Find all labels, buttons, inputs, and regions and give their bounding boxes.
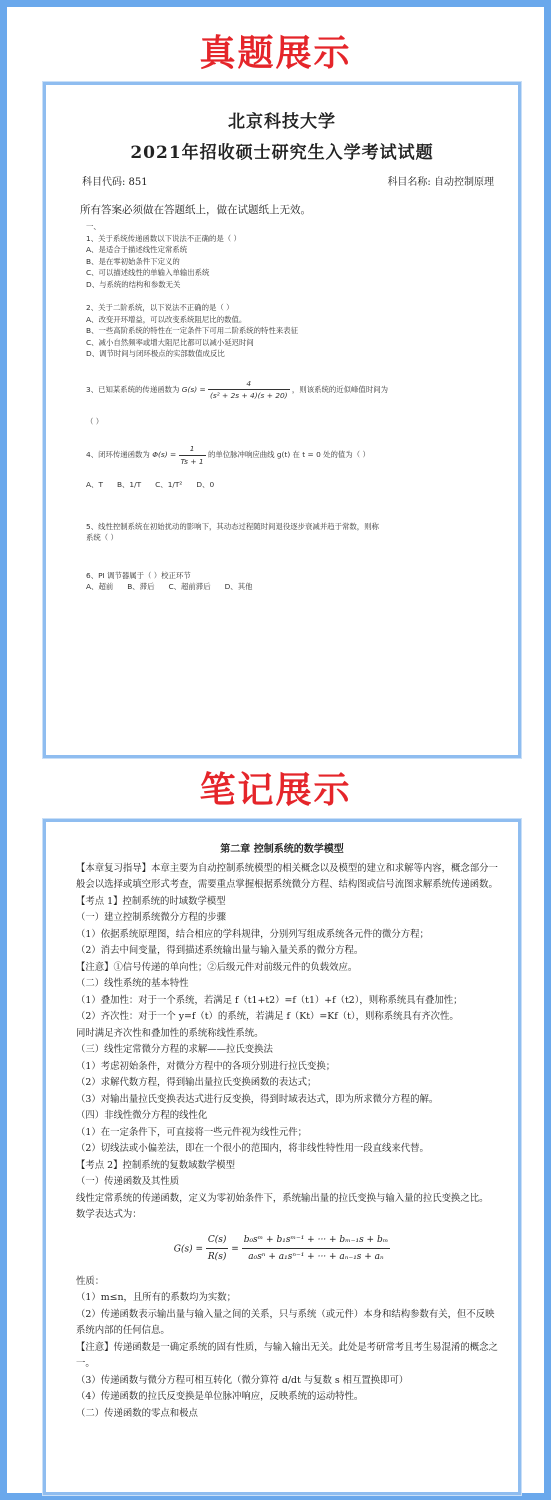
notes-banner: 笔记展示 (199, 770, 352, 811)
q3-blank: （ ） (86, 416, 104, 426)
notes-paragraph: 【注意】传递函数是一确定系统的固有性质，与输入输出无关。此处是考研常考且考生易混淆的概念之一。 (76, 1341, 498, 1369)
formula-ratio-num: C(s) (206, 1232, 229, 1250)
notes-paragraph: 数学表达式为： (76, 1209, 142, 1220)
exam-notice: 所有答案必须做在答题纸上，做在试题纸上无效。 (80, 204, 311, 216)
university-name: 北京科技大学 (228, 112, 336, 132)
notes-paragraph: 【考点 1】控制系统的时域数学模型 (76, 895, 226, 907)
q3-post: ，则该系统的近似峰值时间为 (291, 384, 388, 394)
notes-paragraph: （4）传递函数的拉氏反变换是单位脉冲响应，反映系统的运动特性。 (76, 1391, 364, 1402)
notes-paragraph: 性质： (76, 1275, 105, 1287)
formula-numerator: b₀sᵐ + b₁sᵐ⁻¹ + ··· + bₘ₋₁s + bₘ (242, 1232, 391, 1250)
notes-paragraph: （2）求解代数方程，得到输出量拉氏变换函数的表达式； (76, 1077, 317, 1088)
notes-paragraph: 【本章复习指导】本章主要为自动控制系统模型的相关概念以及模型的建立和求解等内容，概念部分一般会以选择或填空形式考查，需要重点掌握根据系统微分方程、结构图或信号流图求解系统传递函数。 (76, 862, 498, 890)
formula-ratio-den: R(s) (207, 1252, 227, 1262)
exam-banner: 真题展示 (199, 33, 352, 74)
q1-option: C、可以描述线性的单输入单输出系统 (86, 268, 210, 277)
notes-paragraph: （二）线性系统的基本特性 (76, 978, 189, 989)
exam-meta (52, 173, 512, 188)
question-6 (52, 570, 512, 593)
q2-stem: 2、关于二阶系统，以下说法不正确的是（ ） (86, 303, 234, 312)
notes-title: 第二章 控制系统的数学模型 (220, 844, 344, 855)
notes-paragraph: （1）m≤n，且所有的系数均为实数； (76, 1292, 236, 1303)
notes-paragraph: （1）叠加性：对于一个系统，若满足 f（t1+t2）=f（t1）+f（t2），则称系统具有叠加性； (76, 994, 463, 1006)
transfer-function-formula (64, 1232, 500, 1266)
q4-option: A、T (86, 480, 103, 489)
q2-option: B、一些高阶系统的特性在一定条件下可用二阶系统的特性来表征 (86, 326, 299, 335)
q2-option: A、改变开环增益，可以改变系统阻尼比的数值。 (86, 314, 247, 324)
q6-stem: 6、PI 调节器属于（ ）校正环节 (86, 570, 191, 580)
q4-options (86, 479, 512, 491)
notes-page (43, 819, 521, 1495)
q6-options (86, 581, 512, 593)
notes-paragraph: （1）在一定条件下，可直接将一些元件视为线性元件； (76, 1126, 307, 1138)
q4-numerator: 1 (179, 443, 206, 456)
subject-code: 科目代码: 851 (82, 177, 148, 188)
notes-paragraph: （3）传递函数与微分方程可相互转化（微分算符 d/dt 与复数 s 相互置换即可） (76, 1374, 409, 1386)
notes-paragraph: （3）对输出量拉氏变换表达式进行反变换，得到时域表达式，即为所求微分方程的解。 (76, 1093, 439, 1105)
notes-paragraph: （1）考虑初始条件，对微分方程中的各项分别进行拉氏变换； (76, 1060, 336, 1072)
q1-stem: 1、关于系统传递函数以下说法不正确的是（ ） (86, 233, 241, 243)
notes-paragraph: （三）线性定常微分方程的求解——拉氏变换法 (76, 1044, 273, 1055)
q1-option: B、是在零初始条件下定义的 (86, 256, 180, 266)
q3-denominator: (s² + 2s + 4)(s + 20) (210, 391, 288, 400)
notes-paragraph: （2）切线法或小偏差法，即在一个很小的范围内，将非线性特性用一段直线来代替。 (76, 1143, 429, 1154)
notes-paragraph: （二）传递函数的零点和极点 (76, 1407, 198, 1419)
q4-denominator: Ts + 1 (180, 456, 204, 466)
q6-option: C、超前滞后 (168, 582, 211, 591)
notes-paragraph: （2）齐次性：对于一个 y=f（t）的系统，若满足 f（Kt）=Kf（t），则称系统具有齐次性。 (76, 1011, 459, 1022)
q2-option: D、调节时间与闭环极点的实部数值成反比 (86, 349, 225, 358)
q4-fraction (179, 443, 206, 467)
formula-equals: = (231, 1244, 239, 1254)
subject-name: 科目名称: 自动控制原理 (387, 177, 494, 188)
notes-paragraph: 【注意】①信号传递的单向性；②后级元件对前级元件的负载效应。 (76, 961, 358, 973)
question-2 (52, 302, 512, 360)
formula-ratio (206, 1232, 229, 1266)
section-label: 一、 (86, 222, 101, 231)
q3-pre: 3、已知某系统的传递函数为 (86, 384, 180, 394)
formula-poly (242, 1232, 391, 1266)
exam-paper (43, 82, 521, 758)
q4-option: B、1/T (116, 480, 142, 489)
notes-paragraph: 线性定常系统的传递函数，定义为零初始条件下，系统输出量的拉氏变换与输入量的拉氏变换之比。 (76, 1192, 489, 1204)
q4-option: C、1/T² (155, 480, 183, 489)
notes-paragraph: （一）传递函数及其性质 (76, 1176, 180, 1187)
notes-paragraph: 同时满足齐次性和叠加性的系统称线性系统。 (76, 1027, 264, 1039)
question-3 (52, 378, 512, 428)
notes-paragraph: （2）传递函数表示输出量与输入量之间的关系，只与系统（或元件）本身和结构参数有关，但不反映系统内部的任何信息。 (76, 1308, 495, 1336)
question-1 (52, 233, 512, 291)
q3-fraction (208, 378, 290, 402)
q5-blank: 系统（ ） (86, 533, 118, 542)
q6-option: B、滞后 (127, 582, 155, 591)
q4-lhs: Φ(s) = (152, 450, 177, 459)
q6-option: A、超前 (86, 582, 114, 591)
q6-option: D、其他 (224, 582, 253, 591)
notes-paragraph: （一）建立控制系统微分方程的步骤 (76, 912, 227, 923)
q4-pre: 4、闭环传递函数为 (86, 450, 150, 459)
question-5 (52, 521, 512, 544)
q4-option: D、0 (196, 480, 215, 489)
q2-option: C、减小自然频率或增大阻尼比都可以减小延迟时间 (86, 337, 254, 347)
notes-paragraph: （四）非线性微分方程的线性化 (76, 1110, 208, 1121)
q1-option: A、是适合于描述线性定常系统 (86, 245, 188, 254)
question-4 (52, 443, 512, 491)
q3-numerator: 4 (208, 378, 290, 391)
formula-lhs: G(s) = (173, 1244, 203, 1254)
exam-title: 2021年招收硕士研究生入学考试试题 (130, 143, 434, 163)
notes-paragraph: 【考点 2】控制系统的复数域数学模型 (76, 1159, 235, 1171)
q1-option: D、与系统的结构和参数无关 (86, 279, 181, 289)
q5-stem: 5、线性控制系统在初始扰动的影响下，其动态过程随时间退役逐步衰减并趋于常数，则称 (86, 521, 379, 531)
q3-lhs: G(s) = (181, 384, 206, 394)
notes-paragraph: （1）依据系统原理图，结合相应的学科规律，分别列写组成系统各元件的微分方程； (76, 928, 429, 940)
q4-post: 的单位脉冲响应曲线 g(t) 在 t = 0 处的值为（ ） (207, 450, 370, 459)
notes-paragraph: （2）消去中间变量，得到描述系统输出量与输入量关系的微分方程。 (76, 945, 364, 956)
formula-denominator: a₀sⁿ + a₁sⁿ⁻¹ + ··· + aₙ₋₁s + aₙ (248, 1252, 384, 1262)
